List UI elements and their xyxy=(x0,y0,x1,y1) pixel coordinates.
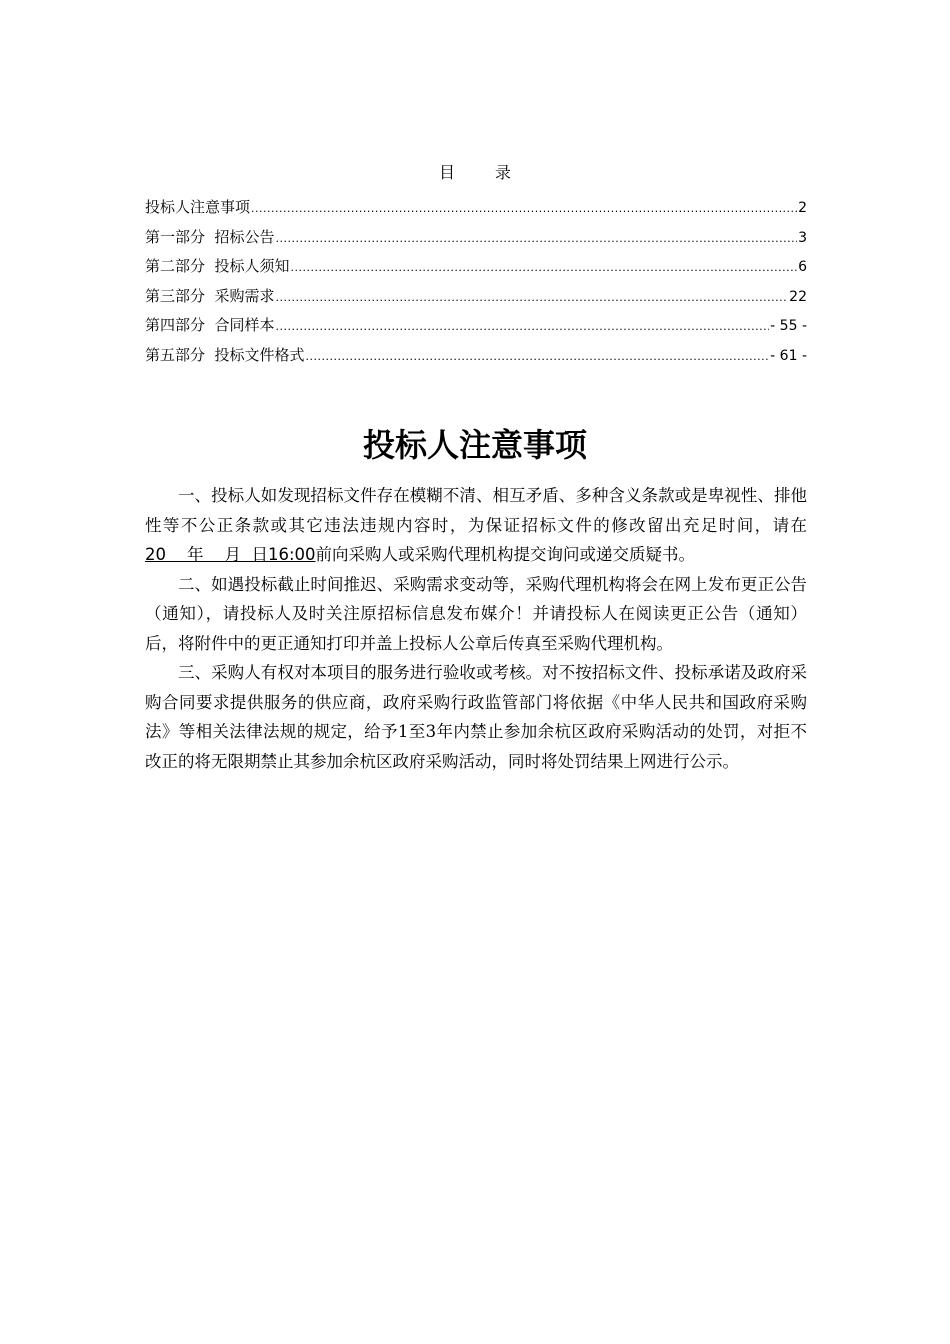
toc-entry[interactable] xyxy=(145,255,807,285)
toc-entry[interactable] xyxy=(145,285,807,315)
toc-entry-page: 2 xyxy=(798,200,807,216)
toc-leader-dots xyxy=(276,232,798,245)
toc-leader-dots xyxy=(276,291,789,304)
toc-entry-label: 第三部分 采购需求 xyxy=(145,286,275,305)
notice-body xyxy=(145,481,807,776)
p1-text-after: 前向采购人或采购代理机构提交询问或递交质疑书。 xyxy=(315,545,695,564)
toc-title-left: 目 xyxy=(438,163,455,182)
toc-entry-label: 投标人注意事项 xyxy=(145,198,251,216)
toc-entry[interactable] xyxy=(145,344,807,374)
table-of-contents xyxy=(145,196,807,373)
toc-title xyxy=(0,160,950,183)
toc-entry-page: - 55 - xyxy=(770,318,807,334)
toc-leader-dots xyxy=(251,202,797,215)
notice-paragraph-1 xyxy=(145,481,807,570)
toc-entry-label: 第五部分 投标文件格式 xyxy=(145,345,305,364)
toc-entry-page: - 61 - xyxy=(770,347,807,364)
toc-leader-dots xyxy=(291,261,798,274)
notice-paragraph-3: 三、采购人有权对本项目的服务进行验收或考核。对不按招标文件、投标承诺及政府采购合同要求提供服务的供应商，政府采购行政监管部门将依据《中华人民共和国政府采购法》等相关法律法规的规定，给予1至3年内禁止参加余杭区政府采购活动的处罚，对拒不改正的将无限期禁止其参加余杭区政府采购活动，同时将处罚结果上网进行公示。 xyxy=(145,663,807,771)
p1-text-before: 一、投标人如发现招标文件存在模糊不清、相互矛盾、多种含义条款或是卑视性、排他性等不公正条款或其它违法违规内容时，为保证招标文件的修改留出充足时间，请在 xyxy=(145,486,807,535)
deadline-date: 20 年 月 日16:00 xyxy=(145,545,316,564)
toc-entry[interactable] xyxy=(145,314,807,344)
toc-entry-page: 3 xyxy=(798,229,807,246)
toc-entry-page: 6 xyxy=(798,259,807,275)
toc-entry-label: 第一部分 招标公告 xyxy=(145,227,275,246)
toc-entry-page: 22 xyxy=(789,288,807,305)
toc-title-right: 录 xyxy=(495,163,512,182)
toc-entry-label: 第二部分 投标人须知 xyxy=(145,257,290,275)
toc-entry-label: 第四部分 合同样本 xyxy=(145,316,275,334)
toc-entry[interactable] xyxy=(145,196,807,226)
toc-entry[interactable] xyxy=(145,226,807,256)
notice-paragraph-2: 二、如遇投标截止时间推迟、采购需求变动等，采购代理机构将会在网上发布更正公告（通知），请投标人及时关注原招标信息发布媒介！并请投标人在阅读更正公告（通知）后，将附件中的更正通知打印并盖上投标人公章后传真至采购代理机构。 xyxy=(145,574,807,653)
notice-title: 投标人注意事项 xyxy=(362,426,587,464)
toc-leader-dots xyxy=(276,320,770,333)
toc-leader-dots xyxy=(306,350,770,363)
